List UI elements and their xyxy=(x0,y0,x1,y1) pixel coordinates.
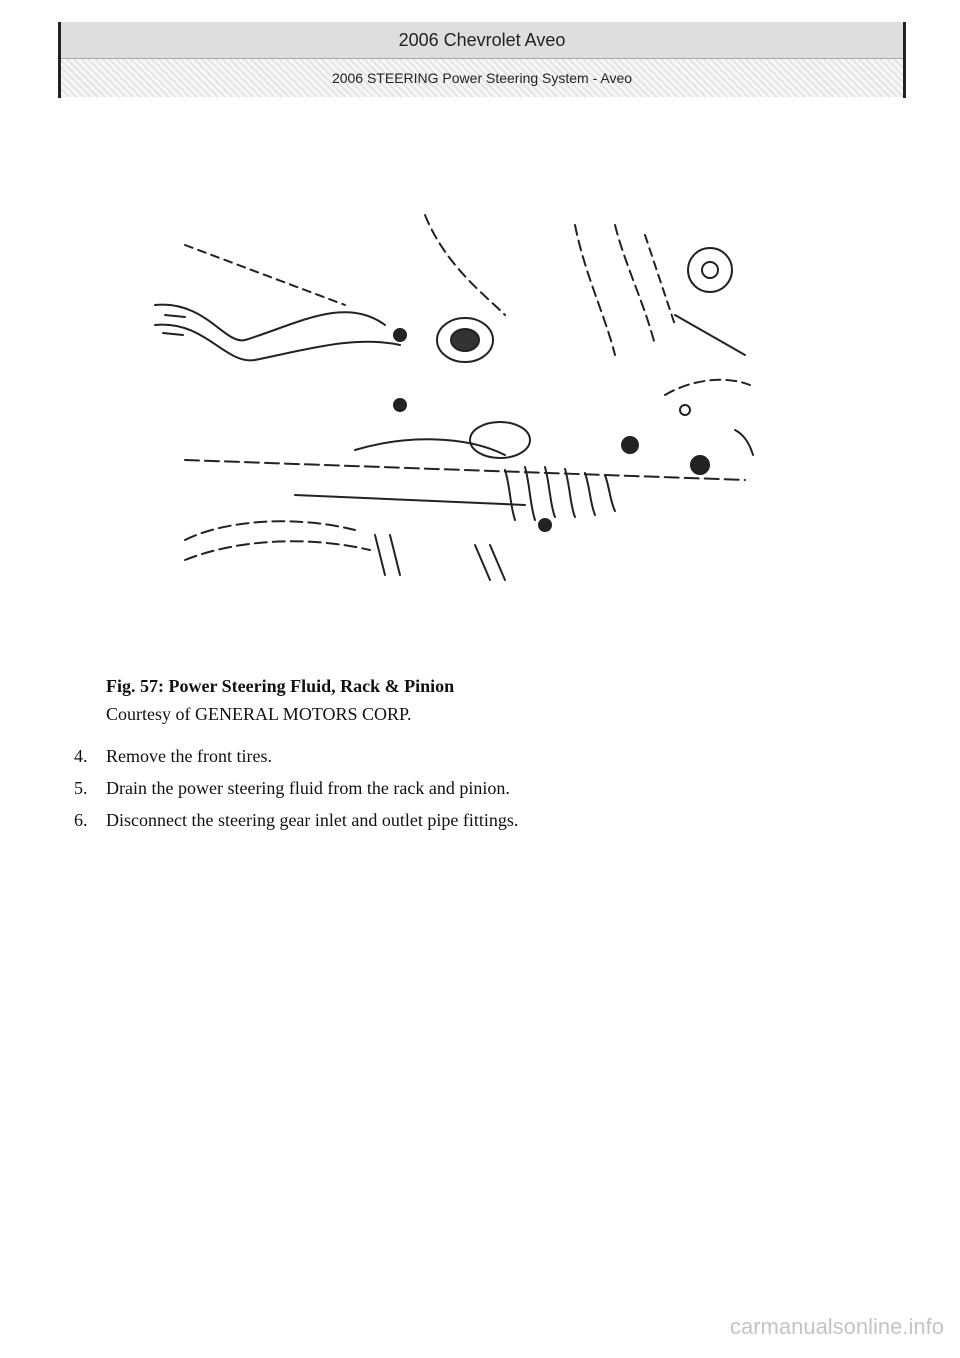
step-number: 5. xyxy=(74,778,88,798)
step-text: Drain the power steering fluid from the rack and pinion. xyxy=(106,778,510,798)
pipe-lower xyxy=(155,325,400,361)
upper-bolt xyxy=(688,248,732,292)
step-text: Disconnect the steering gear inlet and outlet pipe fittings. xyxy=(106,810,519,830)
pipe-upper xyxy=(155,305,385,341)
rack-housing-lower xyxy=(295,495,525,505)
step-number: 4. xyxy=(74,746,88,766)
step-text: Remove the front tires. xyxy=(106,746,272,766)
step-item xyxy=(74,740,518,772)
procedure-steps xyxy=(74,740,518,836)
step-item xyxy=(74,772,518,804)
fitting-1 xyxy=(394,329,406,341)
site-watermark: carmanualsonline.info xyxy=(729,1314,944,1339)
fitting-5 xyxy=(539,519,551,531)
fitting-3 xyxy=(622,437,638,453)
page-header xyxy=(58,22,906,98)
step-number: 6. xyxy=(74,810,88,830)
figure-caption xyxy=(106,672,454,728)
step-item xyxy=(74,804,518,836)
header-subtitle: 2006 STEERING Power Steering System - Aveo xyxy=(61,59,903,97)
caption-title: Fig. 57: Power Steering Fluid, Rack & Pinion xyxy=(106,676,455,696)
fitting-4 xyxy=(691,456,709,474)
fitting-2 xyxy=(394,399,406,411)
caption-credit: Courtesy of GENERAL MOTORS CORP. xyxy=(106,704,412,724)
rack-housing xyxy=(185,460,745,480)
header-title: 2006 Chevrolet Aveo xyxy=(61,22,903,59)
rack-pinion-illustration xyxy=(145,205,755,590)
